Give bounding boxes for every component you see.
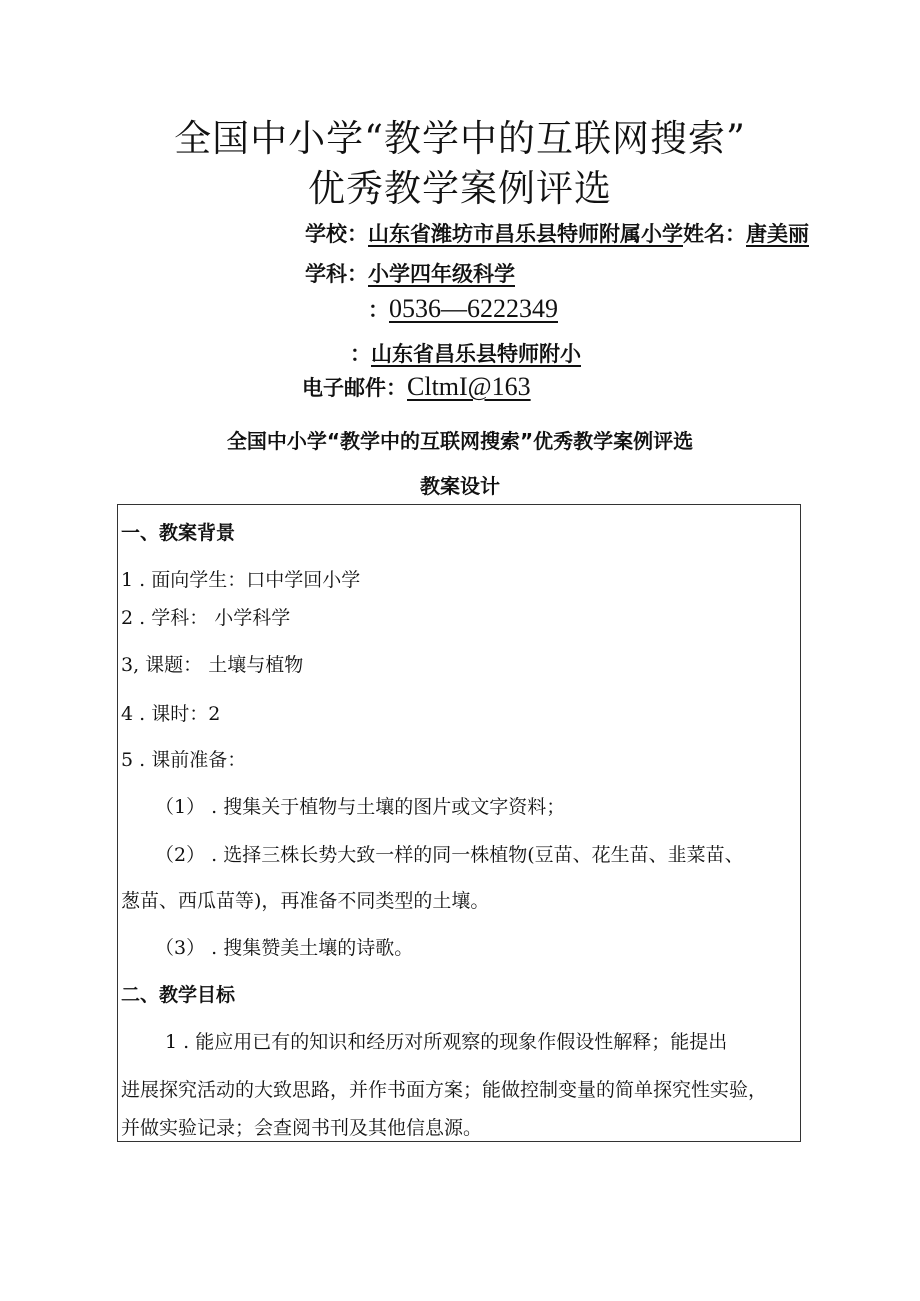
email-value: CltmI@163	[407, 372, 531, 401]
address-label: ：	[350, 342, 371, 366]
item-subject: 2 . 学科： 小学科学	[121, 607, 291, 629]
prep-3: （3） . 搜集赞美土壤的诗歌。	[155, 937, 414, 959]
item-periods: 4 . 课时：2	[121, 703, 221, 725]
document-title-line2: 优秀教学案例评选	[308, 167, 612, 210]
section1-heading: 一、教案背景	[121, 522, 236, 544]
school-value: 山东省潍坊市昌乐县特师附属小学	[368, 222, 683, 246]
address-value: 山东省昌乐县特师附小	[371, 342, 581, 366]
info-email-row	[302, 372, 531, 402]
info-phone-row	[368, 294, 558, 324]
name-label: 姓名：	[683, 222, 746, 246]
info-address-row	[350, 338, 581, 368]
design-title: 教案设计	[420, 474, 500, 498]
goal-1-line3: 并做实验记录；会查阅书刊及其他信息源。	[121, 1117, 483, 1139]
prep-2-line2: 葱苗、西瓜苗等)，再准备不同类型的土壤。	[121, 890, 490, 912]
goal-1-line1: 1 . 能应用已有的知识和经历对所观察的现象作假设性解释；能提出	[165, 1031, 728, 1053]
info-school-row	[305, 218, 809, 248]
name-value: 唐美丽	[746, 222, 809, 246]
item-topic: 3, 课题： 土壤与植物	[121, 654, 304, 676]
school-label: 学校：	[305, 222, 368, 246]
email-label: 电子邮件：	[302, 376, 407, 400]
phone-value: 0536—6222349	[389, 294, 558, 323]
subtitle: 全国中小学“教学中的互联网搜索”优秀教学案例评选	[226, 429, 694, 453]
subject-label: 学科：	[305, 262, 368, 286]
info-subject-row	[305, 258, 515, 288]
lesson-plan-box	[117, 504, 801, 1142]
goal-1-line2: 进展探究活动的大致思路，并作书面方案；能做控制变量的简单探究性实验，	[121, 1079, 768, 1101]
item-students: 1 . 面向学生：口中学回小学	[121, 569, 361, 591]
phone-label: ：	[368, 298, 389, 322]
prep-2-line1: （2） . 选择三株长势大致一样的同一株植物(豆苗、花生苗、韭菜苗、	[155, 844, 744, 866]
prep-1: （1） . 搜集关于植物与土壤的图片或文字资料；	[155, 796, 566, 818]
subject-value: 小学四年级科学	[368, 262, 515, 286]
document-title-line1: 全国中小学“教学中的互联网搜索”	[174, 117, 746, 160]
section2-heading: 二、教学目标	[121, 984, 236, 1006]
item-preparation: 5 . 课前准备：	[121, 749, 247, 771]
